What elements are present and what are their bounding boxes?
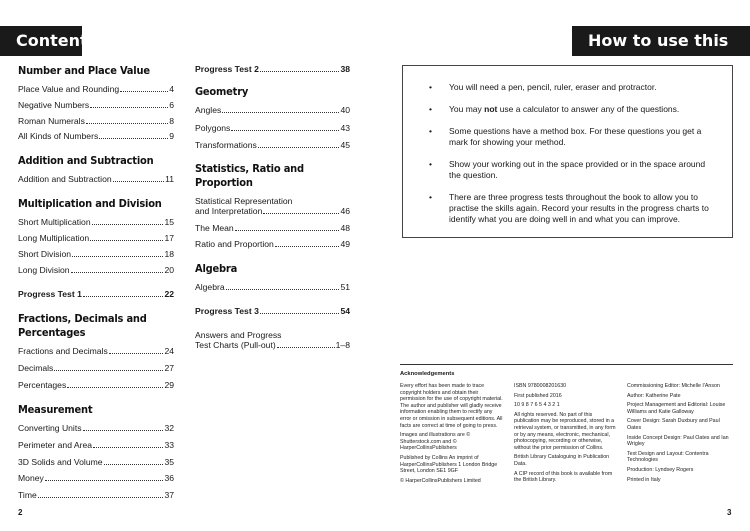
leader-dots: [71, 267, 164, 273]
toc-entry-title: Polygons: [195, 122, 231, 133]
toc-entry[interactable]: [18, 100, 174, 110]
toc-section: [195, 64, 350, 74]
toc-entry-page: 54: [340, 306, 350, 316]
toc-entry-page: 38: [340, 64, 350, 74]
ack-line: Every effort has been made to trace copyright holders and obtain their permission for the use of copyright material. The author and publisher will gladly receive information enabling them to rectify any error or omission in subsequent editions. All facts are correct at time of going to press.: [400, 383, 503, 429]
toc-entry[interactable]: [195, 196, 350, 216]
ack-line: Commissioning Editor: Michelle I'Anson: [627, 383, 720, 389]
toc-entry-title: Decimals: [18, 363, 54, 374]
toc-entry-line2: [195, 206, 350, 216]
toc-entry[interactable]: [18, 217, 174, 227]
toc-entry-page: 51: [340, 282, 350, 292]
ack-column-3: [627, 383, 733, 487]
toc-entry-page: 48: [340, 222, 350, 233]
leader-dots: [275, 241, 340, 247]
toc-entry-page: 6: [169, 99, 174, 110]
toc-entry[interactable]: [195, 306, 350, 316]
toc-section-heading: Multiplication and Division: [18, 197, 162, 211]
leader-dots: [222, 107, 339, 113]
toc-entry-page: 11: [165, 174, 174, 185]
toc-entry-title: Statistical Representation: [195, 196, 293, 206]
toc-entry-title: Time: [18, 489, 37, 500]
toc-entry-page: 24: [164, 346, 174, 357]
toc-entry-title: Progress Test 1: [18, 289, 82, 300]
toc-section-heading: Number and Place Value: [18, 64, 150, 77]
contents-column-1: [18, 64, 174, 500]
toc-section: [195, 262, 350, 292]
toc-section: [195, 85, 350, 150]
page-number-left: 2: [18, 508, 23, 517]
toc-entry[interactable]: [195, 330, 350, 350]
toc-entry-page: 36: [164, 473, 174, 484]
toc-entry-title: Roman Numerals: [18, 115, 85, 126]
toc-entry[interactable]: [18, 490, 174, 500]
leader-dots: [113, 176, 164, 182]
ack-line: Project Management and Editorial: Louise Williams and Katie Galloway: [627, 402, 726, 415]
ack-line: 10 9 8 7 6 5 4 3 2 1: [514, 402, 560, 409]
toc-entry-page: 18: [164, 249, 174, 260]
toc-entry[interactable]: [195, 140, 350, 150]
ack-line: Author: Katherine Pate: [627, 392, 681, 399]
ack-column-2: [514, 383, 617, 487]
ack-line: Production: Lyndsey Rogers: [627, 466, 694, 473]
leader-dots: [83, 291, 164, 297]
toc-section-heading: Measurement: [18, 403, 93, 417]
leader-dots: [90, 102, 168, 108]
toc-entry-page: 17: [164, 233, 174, 244]
toc-entry-page: 22: [164, 289, 174, 300]
how-to-use-box: [402, 65, 733, 238]
toc-entry-page: 20: [164, 265, 174, 276]
toc-entry-page: 15: [164, 217, 174, 228]
toc-entry[interactable]: [195, 105, 350, 115]
toc-entry-title: Percentages: [18, 380, 67, 391]
ack-line: © HarperCollinsPublishers Limited: [400, 477, 481, 484]
instruction-emphasis: not: [484, 104, 498, 114]
ack-line: First published 2016: [514, 392, 562, 399]
toc-section: [18, 64, 174, 141]
leader-dots: [277, 342, 335, 348]
toc-entry[interactable]: [18, 116, 174, 126]
toc-entry-title: Short Multiplication: [18, 217, 91, 228]
leader-dots: [90, 235, 163, 241]
toc-entry[interactable]: [18, 423, 174, 433]
instruction-list: [403, 66, 732, 225]
toc-section-heading: Addition and Subtraction: [18, 154, 154, 168]
toc-entry[interactable]: [195, 64, 350, 74]
toc-entry-title: The Mean: [195, 222, 234, 233]
toc-entry-title-cont: Test Charts (Pull-out): [195, 340, 276, 350]
toc-entry-title: Perimeter and Area: [18, 439, 93, 450]
toc-section-heading: Algebra: [195, 262, 238, 275]
toc-section: [195, 162, 350, 249]
leader-dots: [260, 66, 340, 72]
toc-entry-page: 1–8: [335, 340, 350, 350]
instruction-item: • There are three progress tests throughout the book to allow you to practise the skills again. Record your results in the progress charts to identify what you are doing well in and what you can improve.: [421, 192, 714, 225]
instruction-item: • You will need a pen, pencil, ruler, eraser and protractor.: [421, 82, 714, 93]
toc-entry-title: Negative Numbers: [18, 99, 90, 110]
toc-entry-title: Converting Units: [18, 423, 82, 434]
toc-entry-title: Progress Test 2: [195, 64, 259, 74]
toc-entry-page: 35: [164, 456, 174, 467]
toc-entry-title: Transformations: [195, 140, 257, 150]
toc-entry-page: 49: [340, 239, 350, 249]
ack-line: Inside Concept Design: Paul Oates and Ian Wrigley: [627, 434, 729, 448]
leader-dots: [83, 425, 164, 431]
toc-entry-page: 43: [340, 122, 350, 133]
contents-column-2: [195, 64, 350, 350]
toc-entry-page: 27: [164, 363, 174, 374]
toc-entry-page: 4: [169, 84, 174, 94]
toc-entry[interactable]: [195, 223, 350, 233]
toc-section: [18, 154, 174, 184]
leader-dots: [93, 442, 163, 448]
ack-column-1: [400, 383, 504, 487]
toc-entry[interactable]: [195, 123, 350, 133]
toc-entry[interactable]: [18, 473, 174, 483]
leader-dots: [231, 125, 339, 131]
toc-entry-page: 45: [340, 140, 350, 150]
ack-line: A CIP record of this book is available from the British Library.: [514, 470, 613, 484]
ack-line: Text Design and Layout: Contentra Technologies: [627, 450, 709, 464]
instruction-item: • You may not use a calculator to answer any of the questions.: [421, 104, 714, 115]
ack-line: Cover Design: Sarah Duxbury and Paul Oates: [627, 418, 720, 431]
toc-entry[interactable]: [195, 282, 350, 292]
leader-dots: [120, 86, 168, 92]
toc-section: [195, 306, 350, 350]
toc-section: [18, 403, 174, 499]
toc-section: [18, 289, 174, 299]
toc-entry[interactable]: [18, 363, 174, 373]
toc-entry-title: Ratio and Proportion: [195, 239, 274, 249]
leader-dots: [45, 475, 164, 481]
toc-entry[interactable]: [18, 440, 174, 450]
toc-section: [18, 197, 174, 275]
toc-entry-title: Short Division: [18, 249, 72, 260]
toc-entry[interactable]: [195, 239, 350, 249]
how-to-use-banner: [572, 26, 750, 80]
leader-dots: [109, 348, 164, 354]
toc-entry-title-cont: and Interpretation: [195, 206, 263, 216]
toc-entry-page: 37: [164, 489, 174, 500]
leader-dots: [258, 142, 340, 148]
leader-dots: [104, 459, 164, 465]
toc-entry[interactable]: [18, 457, 174, 467]
page-number-right: 3: [727, 508, 732, 517]
toc-entry[interactable]: [18, 380, 174, 390]
leader-dots: [235, 225, 340, 231]
contents-title: Contents: [16, 31, 98, 50]
ack-line: Printed in Italy: [627, 476, 661, 483]
toc-entry[interactable]: [18, 131, 174, 141]
leader-dots: [226, 284, 340, 290]
leader-dots: [54, 365, 163, 371]
toc-entry-title: Angles: [195, 105, 222, 115]
leader-dots: [92, 219, 164, 225]
instruction-item: • Show your working out in the space provided or in the space around the question.: [421, 159, 714, 181]
contents-banner: [0, 26, 98, 56]
toc-entry-line2: [195, 340, 350, 350]
toc-entry-page: 40: [340, 105, 350, 115]
toc-section-heading: Geometry: [195, 85, 249, 98]
toc-entry-page: 33: [164, 439, 174, 450]
ack-line: British Library Cataloguing in Publication Data.: [514, 454, 610, 467]
leader-dots: [86, 118, 168, 124]
toc-entry-title: All Kinds of Numbers: [18, 131, 99, 142]
toc-entry[interactable]: [18, 84, 174, 94]
instruction-item: • Some questions have a method box. For these questions you get a mark for showing your method.: [421, 126, 714, 148]
toc-entry[interactable]: [18, 265, 174, 275]
ack-line: Published by Collins An imprint of HarperCollinsPublishers 1 London Bridge Street, London SE1 9GF: [400, 454, 498, 475]
toc-entry-title: Long Division: [18, 265, 70, 276]
leader-dots: [263, 208, 339, 214]
leader-dots: [260, 308, 340, 314]
toc-entry-title: Fractions and Decimals: [18, 346, 108, 357]
toc-entry-title: Addition and Subtraction: [18, 174, 112, 185]
ack-line: ISBN 9780008201630: [514, 383, 567, 389]
toc-entry-page: 46: [340, 206, 350, 216]
toc-entry-page: 8: [169, 115, 174, 126]
ack-line: All rights reserved. No part of this publication may be reproduced, stored in a retrieval system, or transmitted, in any form or by any means, electronic, mechanical, photocopying, recording or otherwise, without the prior permission of Collins.: [514, 411, 616, 451]
toc-entry[interactable]: [18, 346, 174, 356]
acknowledgements-title: Acknowledgements: [400, 371, 455, 377]
acknowledgements: [400, 364, 733, 487]
toc-entry[interactable]: [18, 289, 174, 299]
toc-section: [18, 312, 174, 390]
toc-entry[interactable]: [18, 233, 174, 243]
leader-dots: [72, 251, 163, 257]
leader-dots: [99, 133, 168, 139]
toc-entry-title: Progress Test 3: [195, 306, 259, 316]
how-to-use-title: How to use this book: [588, 31, 729, 80]
ack-line: Images and illustrations are © Shutterstock.com and © HarperCollinsPublishers: [400, 432, 471, 452]
toc-section-heading: Fractions, Decimals and Percentages: [18, 312, 147, 340]
leader-dots: [38, 492, 164, 498]
toc-entry-page: 32: [164, 423, 174, 434]
toc-entry-title: Answers and Progress: [195, 330, 282, 340]
toc-entry-title: Place Value and Rounding: [18, 84, 120, 94]
toc-entry[interactable]: [18, 174, 174, 184]
toc-entry-page: 29: [164, 380, 174, 391]
toc-entry[interactable]: [18, 249, 174, 259]
toc-entry-title: Long Multiplication: [18, 233, 90, 244]
toc-entry-page: 9: [169, 131, 174, 142]
toc-entry-title: Money: [18, 473, 44, 484]
toc-entry-title: Algebra: [195, 282, 225, 292]
toc-entry-title: 3D Solids and Volume: [18, 456, 103, 467]
leader-dots: [67, 382, 163, 388]
toc-section-heading: Statistics, Ratio and Proportion: [195, 162, 304, 189]
